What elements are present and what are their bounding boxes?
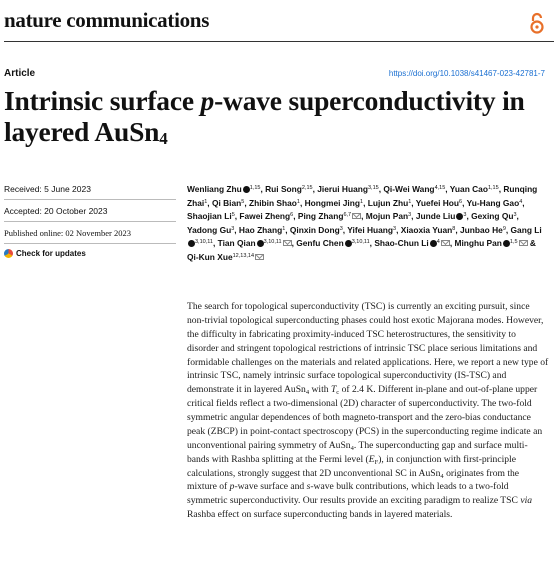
abstract-sub: 4 — [350, 444, 354, 452]
author-name: Minghu Pan — [454, 238, 502, 249]
author-affiliation: 4 — [436, 239, 440, 246]
divider — [4, 199, 176, 200]
published-date: Published online: 02 November 2023 — [4, 228, 132, 238]
ef-symbol: E — [368, 453, 375, 465]
ef-sub: F — [374, 458, 379, 466]
abstract-text: Rashba effect on surface superconducting bands in layered materials. — [187, 509, 453, 521]
divider — [4, 243, 176, 244]
journal-name: nature communications — [4, 8, 210, 32]
author-affiliation: 1,15 — [487, 185, 499, 191]
open-access-icon — [529, 12, 545, 34]
author-name: Ping Zhang — [297, 211, 344, 222]
author-affiliation: 9 — [502, 225, 506, 232]
author-name: Gexing Qu — [471, 211, 514, 222]
abstract-text: originates from the mixture of — [187, 467, 520, 493]
author-affiliation: 3 — [231, 225, 235, 232]
author-name: Runqing Zhai — [187, 184, 538, 208]
header-rule — [4, 41, 554, 42]
author[interactable] — [187, 211, 235, 221]
abstract-sub: 4 — [440, 472, 444, 480]
author[interactable] — [187, 225, 234, 235]
author[interactable] — [187, 184, 260, 194]
author-name: Zhibin Shao — [248, 197, 297, 208]
author[interactable] — [401, 225, 456, 235]
accepted-date: Accepted: 20 October 2023 — [4, 206, 108, 216]
author-name: Yuan Cao — [449, 184, 488, 194]
doi-link[interactable]: https://doi.org/10.1038/s41467-023-42781-7 — [388, 69, 545, 78]
author-name: Hao Zhang — [238, 224, 283, 235]
abstract-sub: 4 — [305, 389, 310, 397]
author[interactable] — [383, 184, 445, 194]
author-affiliation: 3 — [513, 212, 517, 219]
abstract-text: with — [309, 384, 331, 396]
author-list: Wenliang Zhu $^{1,15}$, Rui Song$^{2,15}$, Jierui Huang$^{3,15}$, Qi-Wei Wang$^{4,15}$, Yuan Cao$^{1,15}$, Runqing Zhai$^1$, Qi Bian$^5$, Zhibin Shao$^1$, Hongmei Jing$^1$, Lujun Zhu$^1$, Yuefei Hou$^6$, Yu-Hang Gao$^4$, Shaojian Li$^5$, Fawei Zheng$^6$, Ping Zhang$^{6,7}$ , Mojun Pan$^3$, Junde Liu $^3$, Gexing Qu$^3$, Yadong Gu$^3$, Hao Zhang$^1$, Qinxin Dong$^3$, Yifei Huang$^3$, Xiaoxia Yuan$^8$, Junbao He$^9$, Gang Li$^{3,10,11}$, Tian Qian $^{3,10,11}$ , Genfu Chen $^{3,10,11}$, Shao-Chun Li $^4$ , Minghu Pan $^{1,5}$ & Qi-Kun Xue$^{12,13,14}$ — [187, 184, 542, 262]
email-icon[interactable] — [283, 240, 292, 246]
author[interactable] — [366, 211, 411, 221]
author-affiliation: 1 — [296, 198, 300, 205]
author-affiliation: 5 — [241, 198, 245, 205]
author-affiliation: 6 — [290, 212, 294, 219]
author-name: Mojun Pan — [365, 211, 409, 222]
author[interactable] — [305, 198, 363, 208]
orcid-icon[interactable] — [430, 240, 437, 247]
author-name: Junde Liu — [415, 211, 456, 222]
author-affiliation: 8 — [452, 225, 456, 232]
abstract — [187, 300, 549, 522]
author[interactable] — [296, 238, 369, 248]
divider — [4, 221, 176, 222]
tc-sub: c — [336, 389, 340, 397]
author-affiliation: 1 — [408, 198, 412, 205]
author-affiliation: 3 — [463, 212, 467, 219]
abstract-text: ), in conjunction with first-principle calculations, strongly suggest that 2D unconventional SC in AuSn — [187, 453, 516, 479]
abstract-text: -wave surface and — [234, 481, 307, 493]
orcid-icon[interactable] — [345, 240, 352, 247]
s-wave-italic: s — [306, 481, 311, 493]
author[interactable] — [416, 211, 467, 221]
author-affiliation: 3 — [393, 225, 397, 232]
author-affiliation: 5 — [231, 212, 235, 219]
author-affiliation: 1,15 — [249, 185, 261, 191]
check-updates-label: Check for updates — [16, 249, 86, 258]
author[interactable] — [187, 252, 264, 262]
author-name: Qi-Kun Xue — [187, 251, 233, 262]
author[interactable] — [450, 184, 499, 194]
orcid-icon[interactable] — [243, 186, 250, 193]
article-type: Article — [4, 68, 36, 79]
author[interactable] — [218, 238, 292, 248]
via-italic: via — [520, 495, 533, 507]
p-wave-italic: p — [229, 481, 235, 493]
author-affiliation: 3,10,11 — [195, 239, 213, 246]
author[interactable] — [298, 211, 361, 221]
author-name: Rui Song — [265, 184, 302, 194]
author-affiliation: 3 — [408, 212, 412, 219]
author-affiliation: 3,10,11 — [351, 239, 370, 246]
author[interactable] — [239, 211, 293, 221]
email-icon[interactable] — [255, 254, 264, 260]
author-name: Yu-Hang Gao — [466, 197, 520, 208]
author[interactable] — [317, 184, 378, 194]
tc-symbol: T — [330, 384, 337, 396]
email-icon[interactable] — [441, 240, 450, 246]
author-affiliation: 1,5 — [509, 239, 518, 246]
abstract-text: . The superconducting gap and surface multi-bands with Rashba splitting at the Fermi level ( — [187, 439, 528, 465]
author-name: Jierui Huang — [317, 184, 368, 194]
author[interactable] — [460, 225, 506, 235]
orcid-icon[interactable] — [188, 240, 195, 247]
author-affiliation: 3,10,11 — [263, 239, 282, 246]
title-subscript: 4 — [159, 129, 168, 148]
author-name: Yifei Huang — [347, 224, 394, 235]
abstract-text: -wave bulk contributions, which leads to a two-fold symmetric superconductivity. Our results provide an exciting paradigm to realize TSC — [187, 481, 521, 507]
author-affiliation: 6 — [459, 198, 463, 205]
author[interactable] — [239, 225, 285, 235]
email-icon[interactable] — [519, 240, 528, 246]
author[interactable] — [347, 225, 396, 235]
author-name: Genfu Chen — [296, 238, 344, 249]
orcid-icon[interactable] — [503, 240, 510, 247]
author-name: Hongmei Jing — [304, 197, 360, 208]
author-name: Xiaoxia Yuan — [400, 224, 453, 235]
author[interactable] — [368, 198, 412, 208]
author-name: Junbao He — [460, 224, 503, 235]
author-affiliation: 1 — [204, 198, 208, 205]
paper-title — [4, 85, 549, 147]
author-affiliation: 12,13,14 — [232, 252, 255, 259]
author-name: Wenliang Zhu — [187, 184, 242, 194]
author-affiliation: 2,15 — [301, 185, 313, 191]
author-affiliation: 4,15 — [434, 185, 446, 191]
author-name: Qi-Wei Wang — [383, 184, 435, 194]
author-affiliation: 3 — [339, 225, 343, 232]
abstract-text: of 2.4 K. Different in-plane and out-of-plane upper critical fields reflect a two-dimensional (2D) character of superconductivity. The two-fold symmetric angular dependences of both magneto-transport and the zero-bias conductance peak (ZBCP) in point-contact spectroscopy (PCS) in the superconducting regime indicate an unconventional pairing symmetry of AuSn — [187, 384, 543, 451]
author-affiliation: 3,15 — [368, 185, 379, 191]
author-affiliation: 1 — [282, 225, 286, 232]
author-name: Qi Bian — [211, 197, 242, 208]
author-name: Shaojian Li — [187, 211, 232, 222]
author[interactable] — [265, 184, 312, 194]
title-part1: Intrinsic surface — [4, 85, 201, 116]
author-name: Gang Li — [510, 224, 542, 235]
author-name: Tian Qian — [217, 238, 256, 249]
author-affiliation: 1 — [360, 198, 364, 205]
author[interactable] — [454, 238, 527, 248]
author-name: Lujun Zhu — [367, 197, 409, 208]
title-part2: -wave superconductivity in layered AuSn — [4, 85, 525, 147]
author[interactable] — [471, 211, 516, 221]
title-italic-p: p — [200, 85, 215, 116]
author-name: Qinxin Dong — [289, 224, 340, 235]
received-date: Received: 5 June 2023 — [4, 184, 91, 194]
check-updates-icon — [4, 249, 13, 258]
author-name: Yadong Gu — [187, 224, 232, 235]
author[interactable] — [467, 198, 523, 208]
author[interactable] — [249, 198, 300, 208]
author[interactable] — [212, 198, 244, 208]
author-affiliation: 4 — [519, 198, 523, 205]
author-name: Shao-Chun Li — [374, 238, 429, 249]
author[interactable] — [374, 238, 450, 248]
check-updates-button[interactable] — [4, 249, 86, 258]
author-ampersand: & — [529, 238, 536, 249]
author-affiliation: 6,7 — [343, 212, 352, 219]
author-name: Fawei Zheng — [239, 211, 291, 222]
author[interactable] — [416, 198, 462, 208]
orcid-icon[interactable] — [257, 240, 264, 247]
email-icon[interactable] — [352, 213, 361, 219]
author-name: Yuefei Hou — [415, 197, 460, 208]
abstract-text: The search for topological superconductivity (TSC) is currently an exciting pursuit, since non-trivial topological superconducting phases could host exotic Majorana modes. However, the difficulty in fabricating proximity-induced TSC heterostructures, the sensitivity to disorder and stringent topological restrictions of intrinsic TSC place serious limitations and formidable challenges on the materials and related applications. Here, we report a new type of intrinsic TSC, namely intrinsic surface topological superconductivity (IS-TSC) and demonstrate it in layered AuSn — [187, 301, 549, 396]
author[interactable] — [290, 225, 343, 235]
